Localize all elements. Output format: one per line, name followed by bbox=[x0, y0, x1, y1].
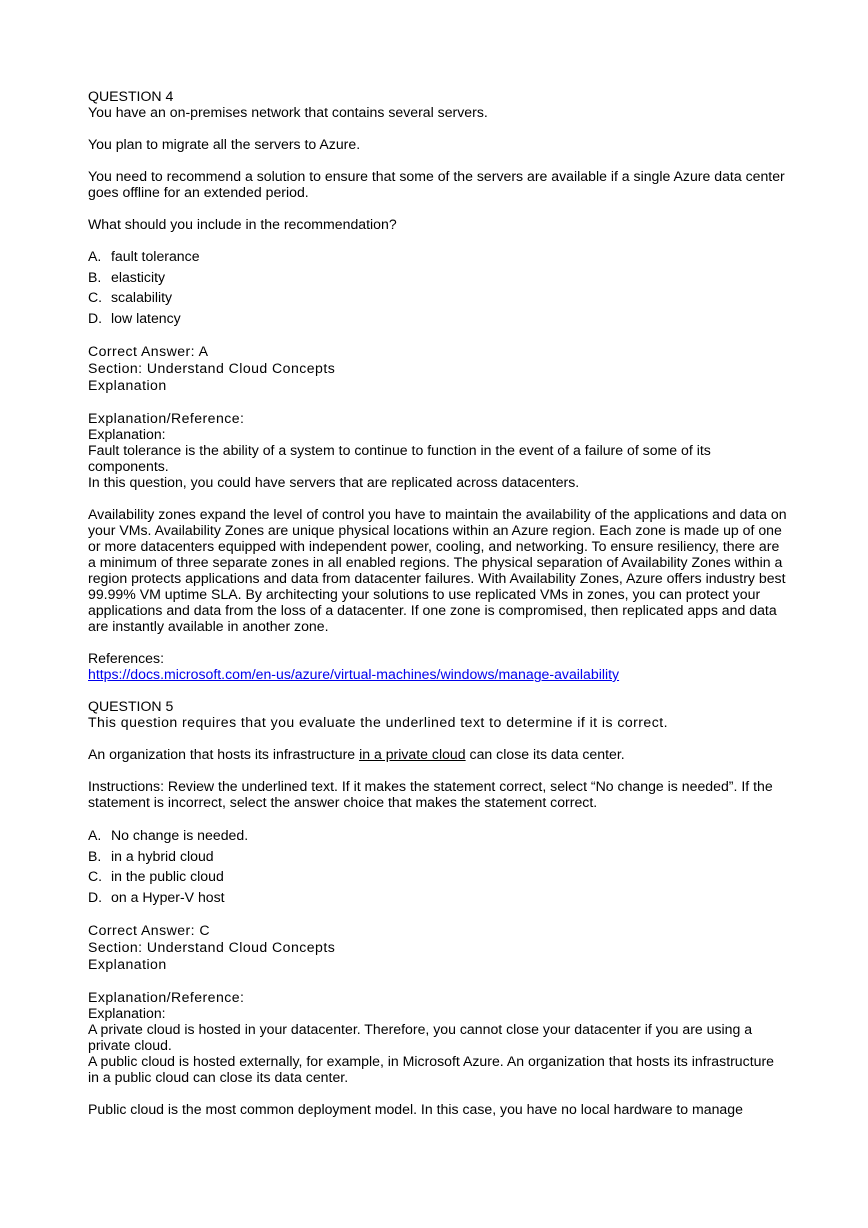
question-5-reference-label: Explanation/Reference: bbox=[88, 989, 245, 1005]
question-4-explanation-paragraph: Availability zones expand the level of control you have to maintain the availability of the applications and data on your VMs. Availability Zones are unique physical locations within an Azure region. Each zone is made up of one or more datacenters equipped with independent power, cooling, and networking. To ensure resiliency, there are a minimum of three separate zones in all enabled regions. The physical separation of Availability Zones within a region protects applications and data from datacenter failures. With Availability Zones, Azure offers industry best 99.99% VM uptime SLA. By architecting your solutions to use replicated VMs in zones, you can protect your applications and data from the loss of a datacenter. If one zone is compromised, then replicated apps and data are instantly available in another zone. bbox=[88, 506, 787, 634]
question-5-correct-answer: Correct Answer: C bbox=[88, 922, 210, 938]
option-a[interactable]: A. fault tolerance bbox=[88, 248, 200, 264]
question-4-explanation-1: Fault tolerance is the ability of a system to continue to function in the event of a failure of some of its components. bbox=[88, 442, 711, 474]
question-5-explanation-2: A public cloud is hosted externally, for example, in Microsoft Azure. An organization that hosts its infrastructure in a public cloud can close its data center. bbox=[88, 1053, 774, 1085]
underlined-text: in a private cloud bbox=[359, 746, 466, 762]
question-4-ask: What should you include in the recommendation? bbox=[88, 216, 397, 232]
question-5-options bbox=[88, 825, 788, 907]
question-4-heading: QUESTION 4 bbox=[88, 88, 174, 104]
question-5-explanation-label: Explanation bbox=[88, 956, 167, 972]
option-c[interactable]: C. in the public cloud bbox=[88, 868, 224, 884]
option-a[interactable]: A. No change is needed. bbox=[88, 827, 249, 843]
question-5-statement: An organization that hosts its infrastructure in a private cloud can close its data center. bbox=[88, 746, 625, 762]
document-content bbox=[88, 88, 788, 1117]
question-5-instructions: Instructions: Review the underlined text. If it makes the statement correct, select “No change is needed”. If the statement is incorrect, select the answer choice that makes the statement correct. bbox=[88, 778, 773, 810]
option-d[interactable]: D. on a Hyper-V host bbox=[88, 888, 225, 905]
question-4-stem: You have an on-premises network that contains several servers. bbox=[88, 104, 488, 120]
question-4-need: You need to recommend a solution to ensure that some of the servers are available if a single Azure data center goes offline for an extended period. bbox=[88, 168, 785, 200]
option-c[interactable]: C. scalability bbox=[88, 289, 173, 305]
question-4-section: Section: Understand Cloud Concepts bbox=[88, 360, 336, 376]
question-4-options bbox=[88, 246, 788, 328]
question-4-reference-label: Explanation/Reference: bbox=[88, 410, 245, 426]
question-5-section: Section: Understand Cloud Concepts bbox=[88, 939, 336, 955]
question-5-explanation-heading: Explanation: bbox=[88, 1005, 166, 1021]
option-b[interactable]: B. elasticity bbox=[88, 268, 166, 285]
question-4-correct-answer: Correct Answer: A bbox=[88, 343, 209, 359]
question-4-explanation-label: Explanation bbox=[88, 377, 167, 393]
reference-link[interactable]: https://docs.microsoft.com/en-us/azure/virtual-machines/windows/manage-availability bbox=[88, 666, 620, 682]
question-4-explanation-heading: Explanation: bbox=[88, 426, 166, 442]
question-5-intro: This question requires that you evaluate the underlined text to determine if it is correct. bbox=[88, 714, 668, 730]
question-5-explanation-1: A private cloud is hosted in your datacenter. Therefore, you cannot close your datacenter if you are using a private cloud. bbox=[88, 1021, 753, 1053]
question-4-explanation-2: In this question, you could have servers that are replicated across datacenters. bbox=[88, 474, 580, 490]
option-d[interactable]: D. low latency bbox=[88, 309, 181, 326]
question-4-plan: You plan to migrate all the servers to Azure. bbox=[88, 136, 361, 152]
question-4-references-label: References: bbox=[88, 650, 164, 666]
question-5-heading: QUESTION 5 bbox=[88, 698, 174, 714]
option-b[interactable]: B. in a hybrid cloud bbox=[88, 847, 214, 864]
question-5-explanation-paragraph: Public cloud is the most common deployment model. In this case, you have no local hardware to manage bbox=[88, 1101, 743, 1117]
